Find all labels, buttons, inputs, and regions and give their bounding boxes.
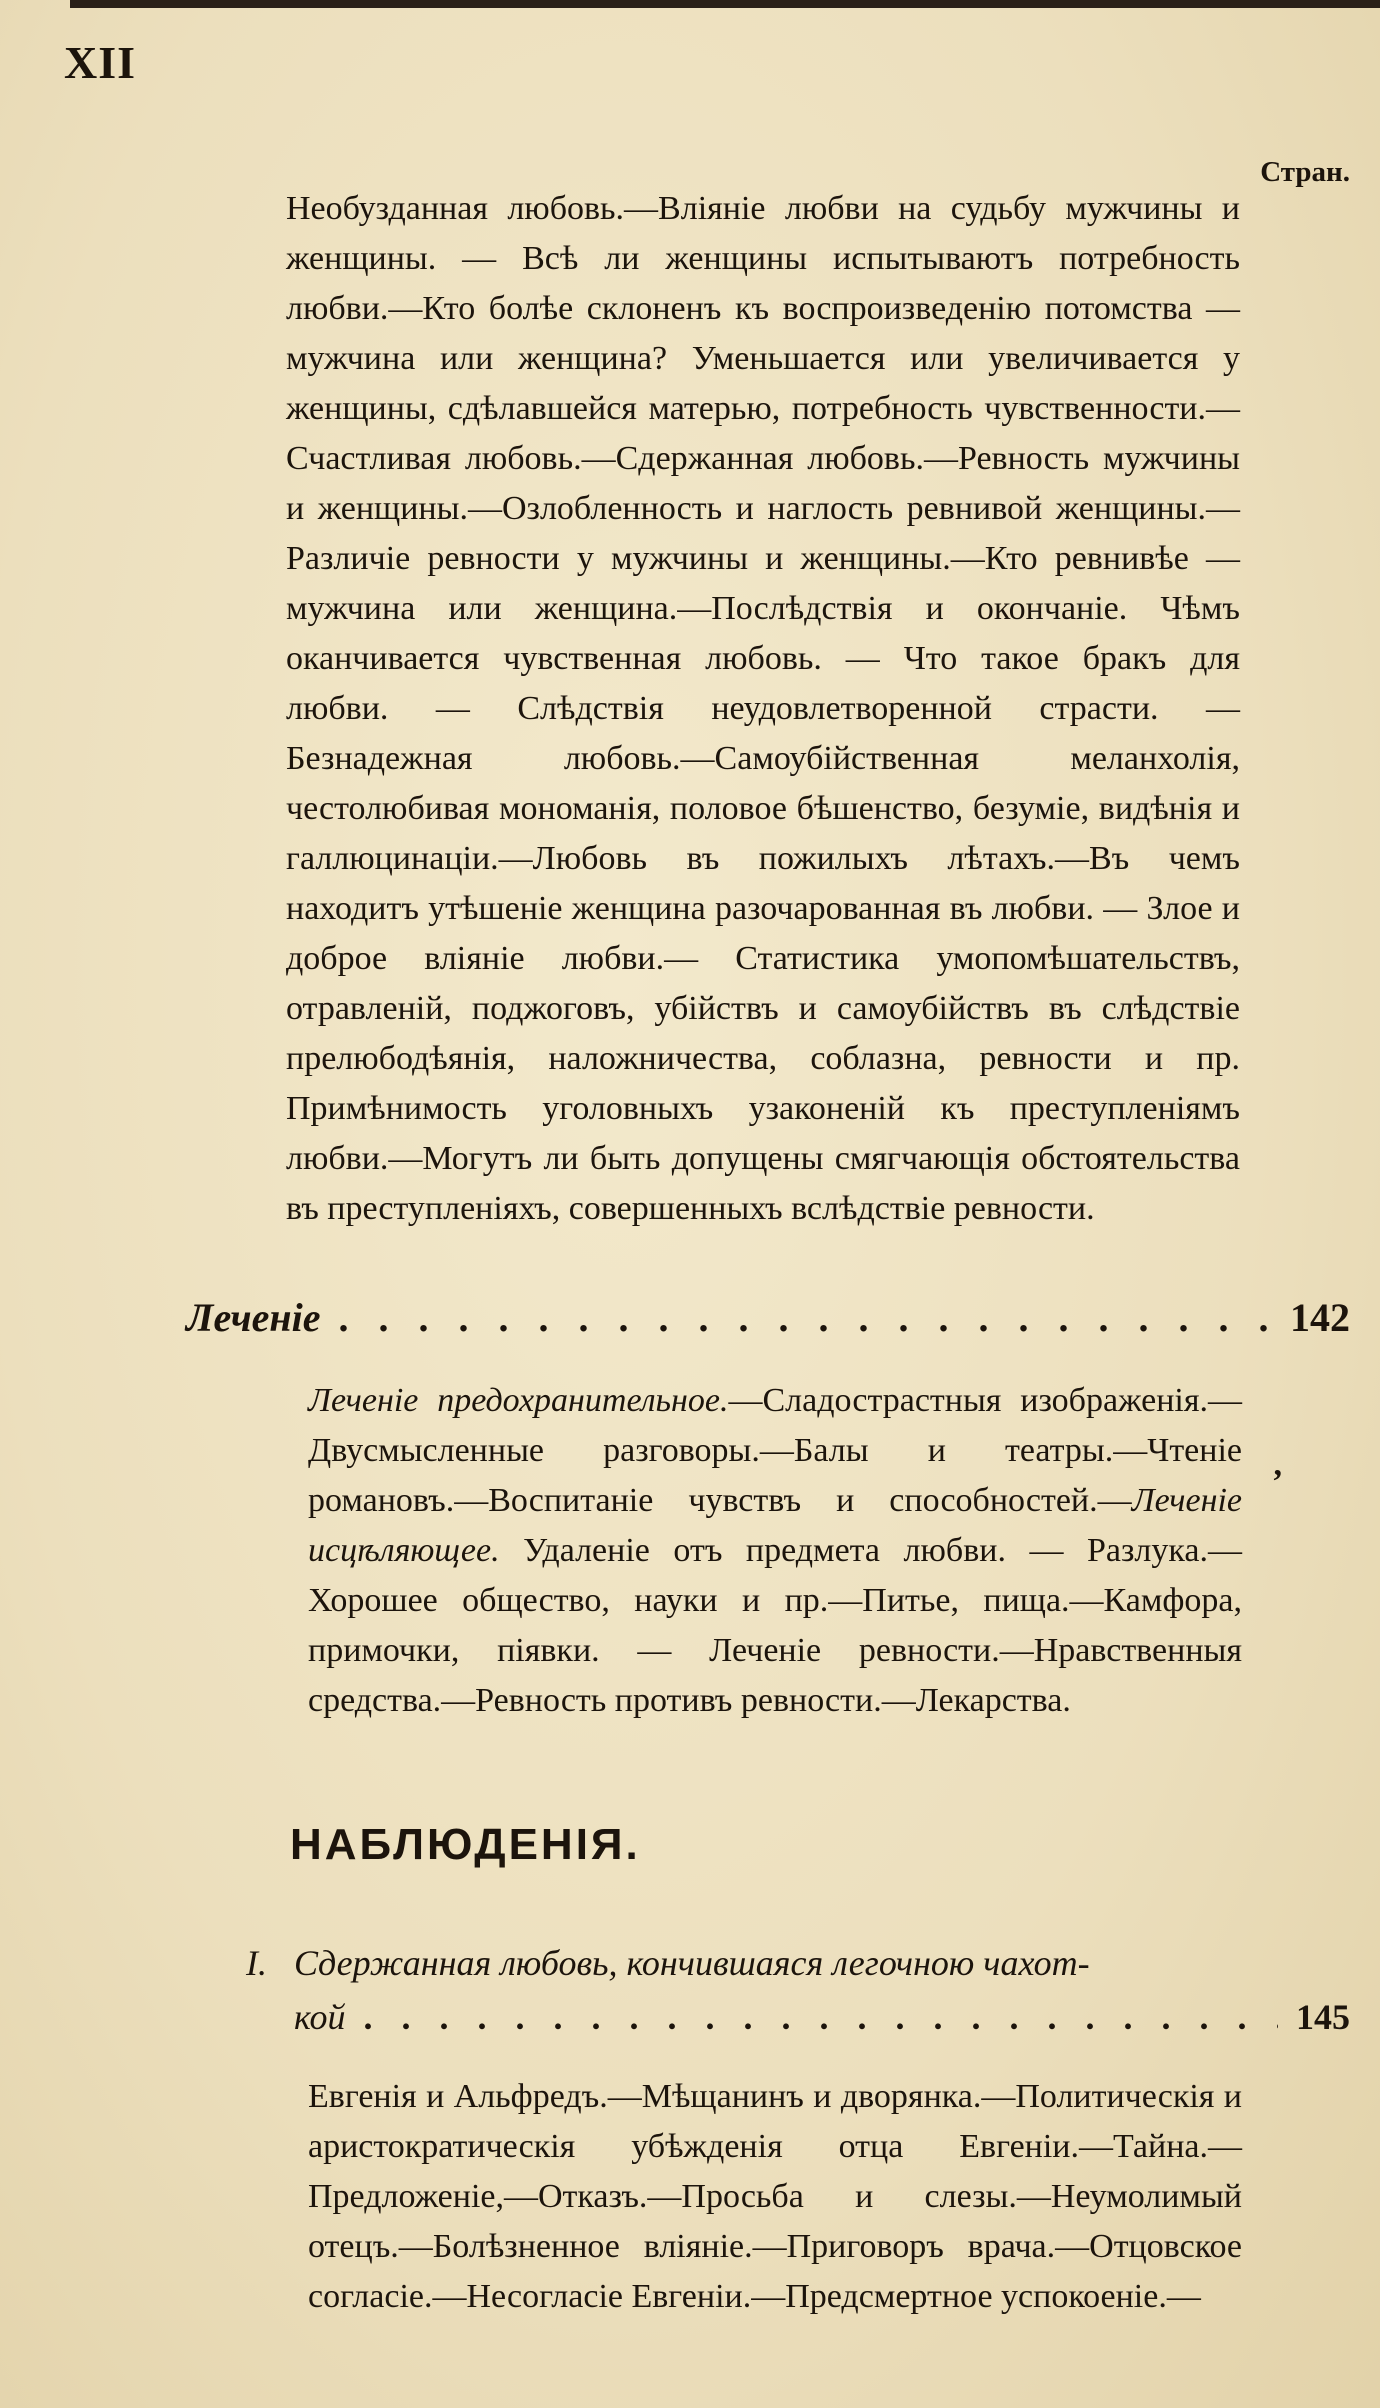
stray-mark: , [1273,1446,1282,1483]
observation-title-line2: кой [294,1997,346,2037]
top-rule [70,0,1380,8]
observations-heading: НАБЛЮДЕНІЯ. [290,1820,641,1869]
observation-title-line1: Сдержанная любовь, кончившаяся легочною чахот- [294,1943,1090,1983]
observation-number: I. [246,1943,267,1983]
toc-leader-dots [339,1294,1273,1341]
treatment-text-1: —Сладострастныя изображенія.—Двусмысленные разговоры.—Балы и театры.—Чтеніе романовъ.—Воспитаніе чувствъ и способностей.— [308,1382,1242,1519]
toc-page-number: 142 [1290,1295,1350,1340]
toc-page-number: 145 [1296,1997,1350,2037]
page-column-label: Стран. [1260,156,1350,188]
toc-entry-observation-1-line1[interactable] [246,1942,1090,1984]
toc-entry-observation-1-line2[interactable] [294,1996,1350,2038]
toc-leader-dots [363,1996,1278,2038]
page-number: XII [64,37,137,88]
treatment-subheading-curative: Леченіе исцѣляющее. [308,1482,1242,1569]
toc-entry-title: Леченіе [186,1295,321,1340]
treatment-text-2: Удаленіе отъ предмета любви. — Разлука.—Хорошее общество, науки и пр.—Питье, пища.—Камфора, примочки, піявки. — Леченіе ревности.—Нравственныя средства.—Ревность противъ ревности.—Лекарства. [308,1532,1242,1719]
treatment-subheading-preventive: Леченіе предохранительное. [308,1382,729,1419]
observation-summary-paragraph: Евгенія и Альфредъ.—Мѣщанинъ и дворянка.—Политическія и аристократическія убѣжденія отца Евгеніи.—Тайна.—Предложеніе,—Отказъ.—Просьба и слезы.—Неумолимый отецъ.—Болѣзненное вліяніе.—Приговоръ врача.—Отцовское согласіе.—Несогласіе Евгеніи.—Предсмертное успокоеніе.— [308,2078,1242,2315]
chapter-summary-paragraph: Необузданная любовь.—Вліяніе любви на судьбу мужчины и женщины. — Всѣ ли женщины испытываютъ потребность любви.—Кто болѣе склоненъ къ воспроизведенію потомства — мужчина или женщина? Уменьшается или увеличивается у женщины, сдѣлавшейся матерью, потребность чувственности.—Счастливая любовь.—Сдержанная любовь.—Ревность мужчины и женщины.—Озлобленность и наглость ревнивой женщины.—Различіе ревности у мужчины и женщины.—Кто ревнивѣе — мужчина или женщина.—Послѣдствія и окончаніе. Чѣмъ оканчивается чувственная любовь. — Что такое бракъ для любви. — Слѣдствія неудовлетворенной страсти. — Безнадежная любовь.—Самоубійственная меланхолія, честолюбивая мономанія, половое бѣшенство, безуміе, видѣнія и галлюцинаціи.—Любовь въ пожилыхъ лѣтахъ.—Въ чемъ находитъ утѣшеніе женщина разочарованная въ любви. — Злое и доброе вліяніе любви.— Статистика умопомѣшательствъ, отравленій, поджоговъ, убійствъ и самоубійствъ въ слѣдствіе прелюбодѣянія, наложничества, соблазна, ревности и пр. Примѣнимость уголовныхъ узаконеній къ преступленіямъ любви.—Могутъ ли быть допущены смягчающія обстоятельства въ преступленіяхъ, совершенныхъ вслѣдствіе ревности. [286,190,1240,1227]
toc-entry-treatment[interactable] [186,1294,1350,1341]
treatment-summary-paragraph [308,1376,1242,1726]
